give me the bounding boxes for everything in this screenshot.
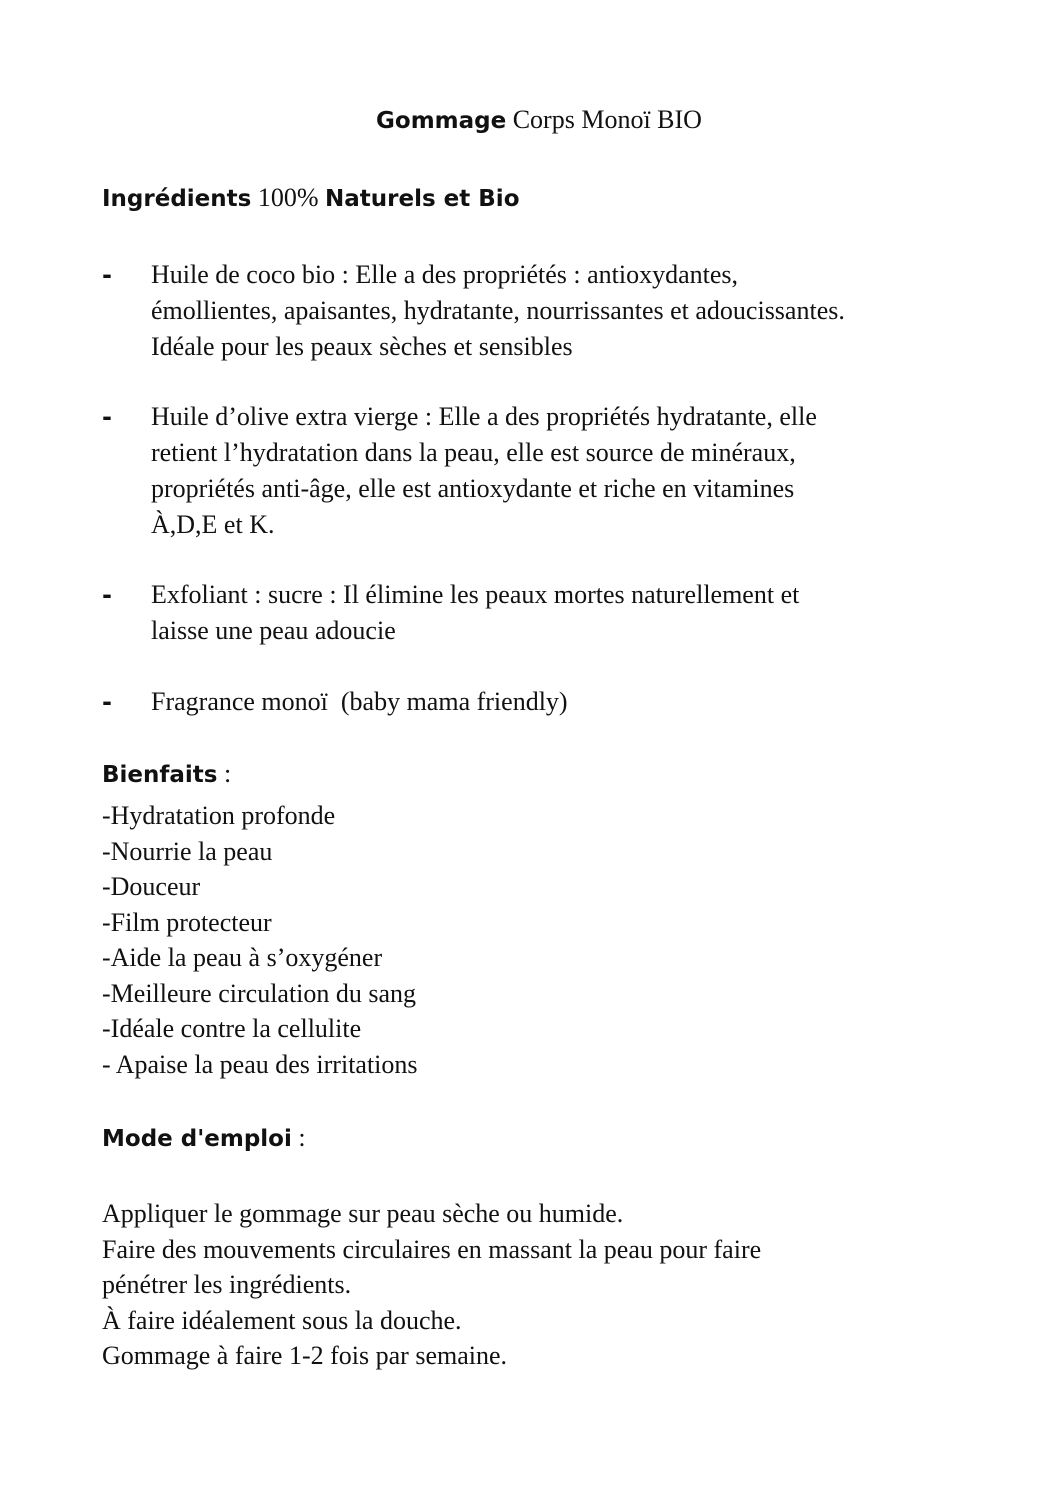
ingredient-line: Huile de coco bio : Elle a des propriétés : antioxydantes, [151, 260, 738, 289]
usage-line: À faire idéalement sous la douche. [102, 1305, 462, 1335]
ingredient-line: Huile d’olive extra vierge : Elle a des propriétés hydratante, elle [151, 402, 817, 431]
benefits-heading-bold: Bienfaits [102, 762, 218, 788]
ingredient-line: propriétés anti-âge, elle est antioxydante et riche en vitamines [151, 474, 795, 503]
ingredient-text [151, 399, 1002, 543]
ingredient-text [151, 257, 1002, 365]
usage-line: Faire des mouvements circulaires en massant la peau pour faire [102, 1234, 762, 1264]
ingredient-line: Idéale pour les peaux sèches et sensibles [151, 332, 573, 361]
usage-line: Gommage à faire 1-2 fois par semaine. [102, 1341, 508, 1370]
document-title [0, 102, 1058, 139]
benefit-item: -Aide la peau à s’oxygéner [102, 943, 383, 972]
ingredient-item [102, 257, 1002, 365]
benefit-item: -Hydratation profonde [102, 801, 336, 830]
benefit-item: - Apaise la peau des irritations [102, 1049, 418, 1079]
bullet-dash: - [102, 261, 112, 289]
benefits-heading-rest: : [217, 759, 232, 788]
benefits-heading [102, 756, 231, 793]
benefit-item: -Film protecteur [102, 907, 272, 937]
bullet-dash: - [102, 688, 112, 716]
ingredient-item [102, 399, 1002, 543]
ingredient-line: retient l’hydratation dans la peau, elle est source de minéraux, [151, 438, 796, 467]
ingredient-item [102, 577, 1002, 649]
ingredient-line: À,D,E et K. [151, 510, 275, 539]
bullet-dash: - [102, 581, 112, 609]
benefit-item: -Idéale contre la cellulite [102, 1014, 362, 1043]
usage-heading-rest: : [291, 1123, 306, 1152]
ingredient-line: Exfoliant : sucre : Il élimine les peaux mortes naturellement et [151, 580, 800, 609]
benefit-item: -Douceur [102, 872, 201, 901]
benefit-item: -Meilleure circulation du sang [102, 978, 417, 1008]
ingredients-heading-bold-1: Ingrédients [102, 186, 252, 212]
ingredients-heading [102, 180, 520, 217]
ingredients-heading-mid: 100% [257, 183, 319, 212]
ingredient-line: laisse une peau adoucie [151, 616, 396, 645]
bullet-dash: - [102, 403, 112, 431]
title-bold: Gommage [376, 108, 507, 134]
ingredient-line: Fragrance monoï (baby mama friendly) [151, 687, 568, 716]
ingredient-text [151, 577, 1002, 649]
title-rest: Corps Monoï BIO [512, 105, 702, 134]
ingredient-line: émollientes, apaisantes, hydratante, nourrissantes et adoucissantes. [151, 296, 845, 325]
ingredients-heading-bold-2: Naturels et Bio [325, 186, 520, 212]
usage-heading [102, 1120, 306, 1157]
usage-line: pénétrer les ingrédients. [102, 1270, 352, 1299]
benefit-item: -Nourrie la peau [102, 836, 273, 866]
usage-line: Appliquer le gommage sur peau sèche ou humide. [102, 1199, 624, 1228]
usage-heading-bold: Mode d'emploi [102, 1126, 292, 1152]
ingredient-text [151, 684, 1002, 720]
benefits-list [102, 798, 418, 1082]
usage-instructions [102, 1196, 761, 1374]
ingredient-item [102, 684, 1002, 720]
